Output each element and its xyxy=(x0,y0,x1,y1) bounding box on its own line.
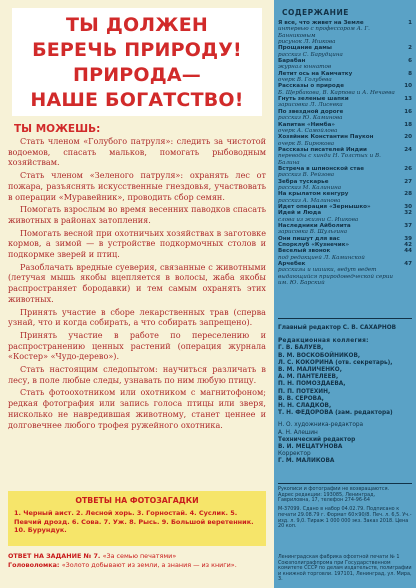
contents-item-title: Рассказы о природе xyxy=(278,83,345,90)
puzzle-answer-line xyxy=(8,561,268,570)
contents-item-page: 27 xyxy=(404,178,412,185)
slogan-line-4: НАШЕ БОГАТСТВО! xyxy=(30,89,244,111)
contents-item-title: Наследники Айболита xyxy=(278,223,351,229)
imprint-block xyxy=(278,487,414,530)
board-member: В. В. СЕРОВА, xyxy=(278,395,324,402)
contents-item-title: Идет операция «Зернышко» xyxy=(278,203,371,210)
contents-item xyxy=(278,210,412,223)
contents-item xyxy=(278,147,412,166)
contents-item-author: рассказ А. Малинова xyxy=(278,197,341,204)
contents-item xyxy=(278,191,412,204)
article-paragraph: Разоблачать вредные суеверия, связанные с животными (летучая мышь якобы вцепляется в волосы, жаба якобы распространяет бородавки) и тем самым охранять этих животных. xyxy=(8,261,266,304)
contents-item xyxy=(278,58,412,71)
article-paragraph: Стать членом «Зеленого патруля»: охранять лес от пожара, разъяснять искусственные гнездовья, участвовать в операции «Муравейник», проводить сбор семян. xyxy=(8,170,266,202)
board-member: Л. С. КОКОРИНА (отв. секретарь), xyxy=(278,359,393,366)
tech-editor-name: В. И. МЕЦАТУНОВА xyxy=(278,444,343,451)
contents-item-page: 39 xyxy=(404,235,412,242)
contents-item-page: 20 xyxy=(404,134,412,141)
imprint-line: Гавриловна, 17, телефон 274-96-64 xyxy=(278,497,371,504)
divider xyxy=(278,318,412,319)
contents-item-title: Летит ось на Камчатку xyxy=(278,70,353,77)
editorial-block xyxy=(278,325,414,466)
board-member: Т. Н. ФЕДОРОВА (зам. редактора) xyxy=(278,410,393,417)
article-body xyxy=(8,136,266,432)
board-list xyxy=(278,345,414,417)
contents-item-title: Хозяйник Константин Паукон xyxy=(278,134,374,141)
contents-item-page: 24 xyxy=(404,146,412,153)
contents-item-extra: рисунок Л. Ишкова xyxy=(278,39,336,46)
article-paragraph: Помогать взрослым во время весенних паводков спасать животных в районах затопления. xyxy=(8,204,266,225)
contents-item-author: рассказ С. Барудцина xyxy=(278,51,343,58)
imprint-line: Рукописи и фотографии не возвращаются. xyxy=(278,486,390,492)
article-paragraph: Стать фотоохотником или охотником с магнитофоном; редкая фотография или запись голоса птицы или зверя, нисколько не навредившая животному, станет ценнее и долговечнее любого трофея ружейного охотника. xyxy=(8,387,266,430)
slogan-line-1: ТЫ ДОЛЖЕН xyxy=(65,14,209,36)
slogan-line-2: БЕРЕЧЬ ПРИРОДУ! xyxy=(32,39,242,61)
contents-list xyxy=(278,20,412,286)
task-answer-value: «За семью печатями» xyxy=(102,552,177,560)
article-heading: ТЫ МОЖЕШЬ: xyxy=(14,123,101,135)
article-paragraph: Принять участие в сборе лекарственных трав (сперва узнай, что и когда собирать, а что собирать запрещено). xyxy=(8,306,266,328)
board-member: П. П. ПОТЕХИН, xyxy=(278,388,331,395)
contents-item xyxy=(278,248,412,261)
slogan-banner xyxy=(12,8,262,116)
board-title: Редакционная коллегия: xyxy=(278,338,369,345)
contents-item xyxy=(278,96,412,109)
contents-item-page: 42 xyxy=(404,242,412,249)
contents-item-page: 16 xyxy=(404,108,412,115)
board-member: Г. В. БАЛУЕВ, xyxy=(278,345,324,352)
photo-answers-text: 1. Черный аист. 2. Лесной хорь. 3. Горностай. 4. Суслик. 5. Певчий дрозд. 6. Сова. 7. Уж. 8. Рысь. 9. Большой веретенник. 10. Бурундук. xyxy=(14,509,254,535)
board-member: В. М. ВОСКОБОЙНИКОВ, xyxy=(278,352,361,359)
contents-item-page: 6 xyxy=(408,58,412,65)
contents-item-page: 32 xyxy=(404,210,412,217)
contents-item xyxy=(278,166,412,179)
contents-item-title: Веселый звонок xyxy=(278,248,331,255)
imprint-line: Адрес редакции: 193085, Ленинград, xyxy=(278,491,376,498)
divider xyxy=(278,483,412,484)
contents-item-page: 13 xyxy=(404,96,412,103)
contents-item-author: интервью с профессором А. Г. Банниковым xyxy=(278,26,370,39)
contents-item-page: 18 xyxy=(404,121,412,128)
printing-block xyxy=(278,555,414,583)
imprint-line: М-37099. Сдано в набор 04.02.79. Подписано к печати 29.08.79 г. Формат 60×90/8. Печ. л. 6,5. Уч.-изд. л. 9,0. Тираж 1 000 000 экз. Заказ 2018. Цена 20 коп. xyxy=(278,506,412,530)
corrector-label: Корректор xyxy=(278,451,311,458)
art-editor-label: Н. О. художника-редактора xyxy=(278,422,364,429)
contents-item-title: Рассказы писателей Индии xyxy=(278,146,367,153)
contents-item-title: Я все, что живет на Земле xyxy=(278,20,364,26)
contents-item xyxy=(278,71,412,84)
contents-item-title: Зебра тускарье xyxy=(278,178,329,185)
contents-item-title: Прощание дамы xyxy=(278,45,332,52)
contents-item-author: рассказы и шишки, ведут ведет выдающийся природоведческой серии им. Ю. Барский xyxy=(278,267,394,287)
contents-item-author: рассказ М. Калинина xyxy=(278,184,342,191)
board-member: В. М. МАЛИЧЕНКО, xyxy=(278,367,342,374)
contents-item-author: рассказ Ю. Каминова xyxy=(278,115,343,122)
contents-item-page: 37 xyxy=(404,223,412,229)
contents-item xyxy=(278,83,412,96)
contents-item-author: рассказ В. Рейзова xyxy=(278,172,335,179)
contents-item-page: 44 xyxy=(404,248,412,255)
contents-item-author: Б. Щербакова, В. Карпова и А. Нечаева xyxy=(278,89,395,96)
contents-item-author: очерк В. Голубева xyxy=(278,77,332,84)
task-answer-label: ОТВЕТ НА ЗАДАНИЕ № 7. xyxy=(8,552,101,560)
contents-item-page: 30 xyxy=(404,203,412,210)
contents-item-page: 26 xyxy=(404,165,412,172)
contents-item-author: очерк В. Бирюкова xyxy=(278,140,335,147)
photo-answers-title: ОТВЕТЫ НА ФОТОЗАГАДКИ xyxy=(75,496,199,505)
contents-item-author: слова из жизни С. Ишкова xyxy=(278,216,359,223)
task-answer-line xyxy=(8,552,268,561)
contents-title: СОДЕРЖАНИЕ xyxy=(282,8,349,17)
board-member: Н. Н. СЛАДКОВ, xyxy=(278,403,332,410)
contents-item-author: зарисовка В. Шульгина xyxy=(278,229,348,236)
contents-item xyxy=(278,179,412,192)
board-member: П. Н. ПОМОЗДАЕВА, xyxy=(278,381,346,388)
article-paragraph: Принять участие в работе по переселению и распространению ценных растений (операция журнала «Костер» «Чудо-дерево»). xyxy=(8,329,266,362)
contents-item-author: журнал юннатов xyxy=(278,64,332,71)
contents-item-title: Спорклуб «Кузнечик» xyxy=(278,242,350,249)
contents-item-title: Капитан «Нимба» xyxy=(278,121,336,128)
chief-editor-label: Главный редактор xyxy=(278,325,341,331)
contents-item xyxy=(278,223,412,236)
contents-item xyxy=(278,20,412,45)
article-paragraph: Стать настоящим следопытом: научиться различать в лесу, в поле любые следы, узнавать по ним любую птицу. xyxy=(8,364,266,385)
article-paragraph: Стать членом «Голубого патруля»: следить за чистотой водоемов, спасать мальков, помогать рыбоводным хозяйствам. xyxy=(8,136,266,168)
contents-item-title: Гнуть зеленые шапки xyxy=(278,96,349,103)
contents-item-page: 47 xyxy=(404,261,412,268)
contents-item-title: На крылатом кенгуру xyxy=(278,191,349,198)
contents-item-page: 2 xyxy=(408,45,412,52)
contents-item-title: Они пишут для вас xyxy=(278,235,340,242)
puzzle-answer-label: Головоломка: xyxy=(8,561,60,570)
contents-item-page: 8 xyxy=(408,70,412,77)
contents-sidebar xyxy=(274,0,416,588)
contents-item-page: 28 xyxy=(404,191,412,198)
board-member: А. М. ПАНТЕЛЕЕВ, xyxy=(278,374,339,381)
art-editor-name: А. Н. Алешин xyxy=(278,429,318,436)
contents-item xyxy=(278,45,412,58)
contents-item xyxy=(278,109,412,122)
corrector-name: Г. М. МАЛИКОВА xyxy=(278,458,335,465)
contents-item-author: переводы с хинди Н. Толстых и В. Балина xyxy=(278,153,381,166)
contents-item-title: Барабан xyxy=(278,58,306,65)
contents-item-title: Встреча в шпионской стае xyxy=(278,165,365,172)
contents-item-author: под редакцией Л. Каминской xyxy=(278,254,365,261)
contents-item xyxy=(278,261,412,286)
contents-item-page: 10 xyxy=(404,83,412,90)
photo-answers-box xyxy=(8,491,266,546)
chief-editor-line xyxy=(278,325,414,332)
contents-item-author: очерк А. Самойлова xyxy=(278,127,338,134)
contents-item-author: зарисовка Л. Лисевка xyxy=(278,102,343,109)
contents-item-title: Арчебек xyxy=(278,261,306,268)
puzzle-answer-value: «Золото добывают из земли, а знания — из книги». xyxy=(61,561,237,570)
slogan-line-3: ПРИРОДА— xyxy=(72,64,202,86)
printing-line: Ленинградская фабрика офсетной печати № 1 Союзполиграфпрома при Государственном комитете СССР по делам издательств, полиграфии и книжной торговли. 197101, Ленинград, ул. Мира, 3. xyxy=(278,554,412,583)
contents-item xyxy=(278,122,412,135)
tech-editor-label: Технический редактор xyxy=(278,436,356,443)
task-answer-block xyxy=(8,552,268,570)
chief-editor-name: С. В. САХАРНОВ xyxy=(342,325,397,331)
contents-item-title: Идей и Люда xyxy=(278,210,322,217)
contents-item xyxy=(278,134,412,147)
contents-item-page: 1 xyxy=(408,20,412,26)
article-paragraph: Помогать весной при охотничьих хозяйствах в заготовке кормов, а зимой — в устройстве подкормочных столов и подкормке зверей и птиц. xyxy=(8,227,266,260)
contents-item-title: По звездной дороге xyxy=(278,108,344,115)
